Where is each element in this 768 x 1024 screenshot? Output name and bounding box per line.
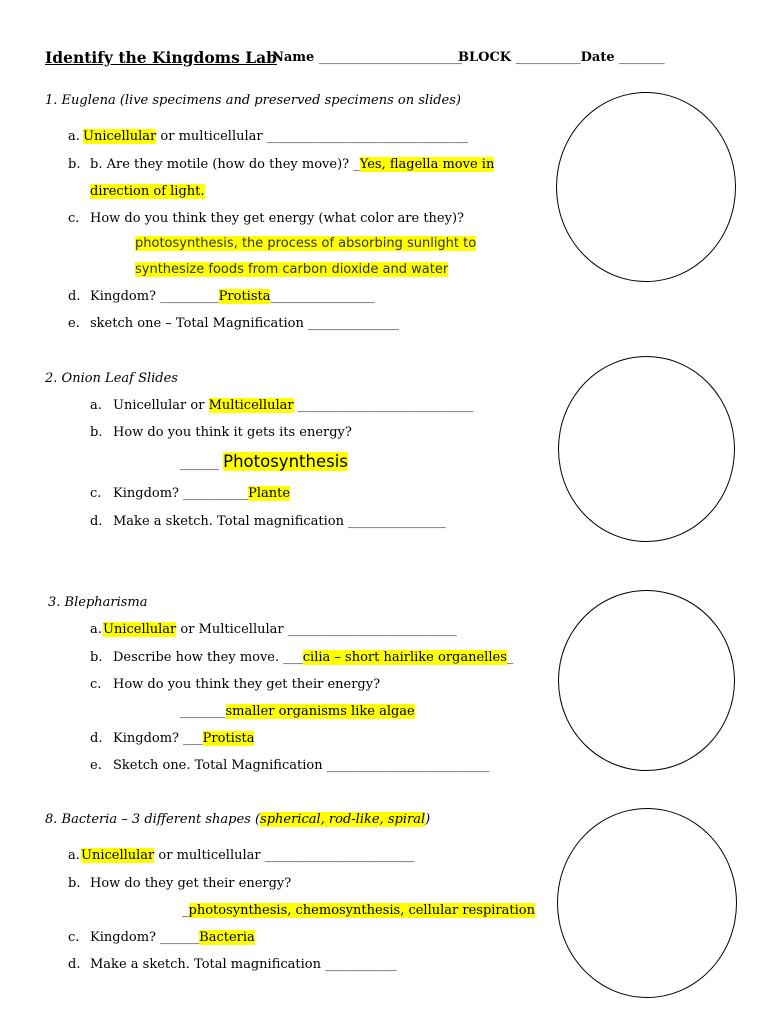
q1-b-line	[90, 157, 494, 172]
q1-d-rest: ________________	[270, 289, 375, 304]
q3-c-blank: _______	[180, 704, 226, 719]
q2-c-marker: c.	[90, 486, 102, 501]
q1-a-rest: or multicellular _______________________________	[156, 129, 469, 144]
q3-sketch-circle	[558, 590, 735, 771]
q4-d-marker: d.	[68, 957, 81, 972]
q4-c-text: Kingdom? ______	[90, 930, 200, 945]
q3-a-answer: Unicellular	[103, 622, 177, 637]
q3-b-line	[113, 650, 513, 665]
q2-c-line	[113, 486, 290, 501]
q1-c-marker: c.	[68, 211, 80, 226]
q3-a-line	[103, 622, 457, 637]
q3-c-answer-line	[180, 704, 415, 719]
q4-b-marker: b.	[68, 876, 81, 891]
q4-title-answer: spherical, rod-like, spiral	[260, 812, 426, 827]
page-title: Identify the Kingdoms Lab	[45, 48, 277, 67]
q4-b-blank: _	[182, 903, 189, 918]
q3-d-text: Kingdom? ___	[113, 731, 203, 746]
q2-a-answer: Multicellular	[208, 398, 294, 413]
q3-b-rest: _	[506, 650, 514, 665]
q4-a-line	[81, 848, 414, 863]
q1-e-marker: e.	[68, 316, 80, 331]
q3-e-marker: e.	[90, 758, 102, 773]
name-field	[272, 50, 462, 65]
q3-a-rest: or Multicellular __________________________	[176, 622, 457, 637]
block-label: BLOCK	[458, 50, 512, 65]
q1-b-text: b. Are they motile (how do they move)? _	[90, 157, 360, 172]
q4-d-text: Make a sketch. Total magnification ___________	[90, 957, 397, 972]
q3-c-marker: c.	[90, 677, 102, 692]
q1-c-answer-1: photosynthesis, the process of absorbing sunlight to	[135, 236, 477, 251]
q2-b-blank: ______	[180, 456, 224, 471]
block-date-field	[458, 50, 665, 65]
q4-b-answer-line	[182, 903, 535, 918]
q4-title-end: )	[425, 812, 431, 827]
date-label: Date	[580, 50, 615, 65]
q4-b-answer: photosynthesis, chemosynthesis, cellular respiration	[188, 903, 535, 918]
q3-d-line	[113, 731, 254, 746]
q3-e-text: Sketch one. Total Magnification _________________________	[113, 758, 490, 773]
q3-b-answer: cilia – short hairlike organelles	[302, 650, 507, 665]
q1-b-answer-2: direction of light.	[90, 184, 205, 199]
q1-a-marker: a.	[68, 129, 80, 144]
q1-b-answer-1: Yes, flagella move in	[359, 157, 495, 172]
q2-d-marker: d.	[90, 514, 103, 529]
q2-a-rest: ___________________________	[293, 398, 474, 413]
q2-c-text: Kingdom? __________	[113, 486, 249, 501]
q1-a-line	[83, 129, 468, 144]
q3-b-text: Describe how they move. ___	[113, 650, 303, 665]
q1-c-text: How do you think they get energy (what color are they)?	[90, 211, 465, 226]
q1-d-line	[90, 289, 374, 304]
q4-b-text: How do they get their energy?	[90, 876, 292, 891]
q2-sketch-circle	[558, 356, 735, 542]
q3-b-marker: b.	[90, 650, 103, 665]
q4-sketch-circle	[557, 808, 737, 998]
q1-title: 1. Euglena (live specimens and preserved specimens on slides)	[45, 93, 461, 108]
q2-a-text: Unicellular or	[113, 398, 209, 413]
q2-b-answer-line	[180, 452, 348, 471]
q1-d-marker: d.	[68, 289, 81, 304]
q3-c-answer: smaller organisms like algae	[225, 704, 415, 719]
q4-a-answer: Unicellular	[81, 848, 155, 863]
q2-c-answer: Plante	[248, 486, 291, 501]
q3-c-text: How do you think they get their energy?	[113, 677, 381, 692]
q1-a-answer: Unicellular	[83, 129, 157, 144]
q3-d-marker: d.	[90, 731, 103, 746]
q2-b-marker: b.	[90, 425, 103, 440]
q4-title-start: 8. Bacteria – 3 different shapes (	[45, 812, 261, 827]
q3-title: 3. Blepharisma	[48, 595, 148, 610]
q1-e-text: sketch one – Total Magnification ______________	[90, 316, 399, 331]
name-label: Name	[272, 50, 315, 65]
q4-c-answer: Bacteria	[199, 930, 255, 945]
q4-c-line	[90, 930, 255, 945]
q1-sketch-circle	[556, 92, 736, 282]
q2-b-answer: Photosynthesis	[223, 452, 348, 471]
q1-b-marker: b.	[68, 157, 81, 172]
q4-a-marker: a.	[68, 848, 80, 863]
q2-title: 2. Onion Leaf Slides	[45, 371, 178, 386]
q1-d-answer: Protista	[218, 289, 271, 304]
q4-title	[45, 812, 430, 827]
q2-a-marker: a.	[90, 398, 102, 413]
q1-d-text: Kingdom? _________	[90, 289, 219, 304]
q3-a-marker: a.	[90, 622, 102, 637]
q3-d-answer: Protista	[202, 731, 255, 746]
q2-a-line	[113, 398, 473, 413]
name-blank: ______________________	[318, 50, 462, 65]
q4-a-rest: or multicellular _______________________	[154, 848, 415, 863]
date-blank: _______	[619, 50, 665, 65]
q1-c-answer-2: synthesize foods from carbon dioxide and water	[135, 262, 449, 277]
q2-b-text: How do you think it gets its energy?	[113, 425, 352, 440]
q2-d-text: Make a sketch. Total magnification _______________	[113, 514, 446, 529]
block-blank: __________	[515, 50, 581, 65]
q4-c-marker: c.	[68, 930, 80, 945]
